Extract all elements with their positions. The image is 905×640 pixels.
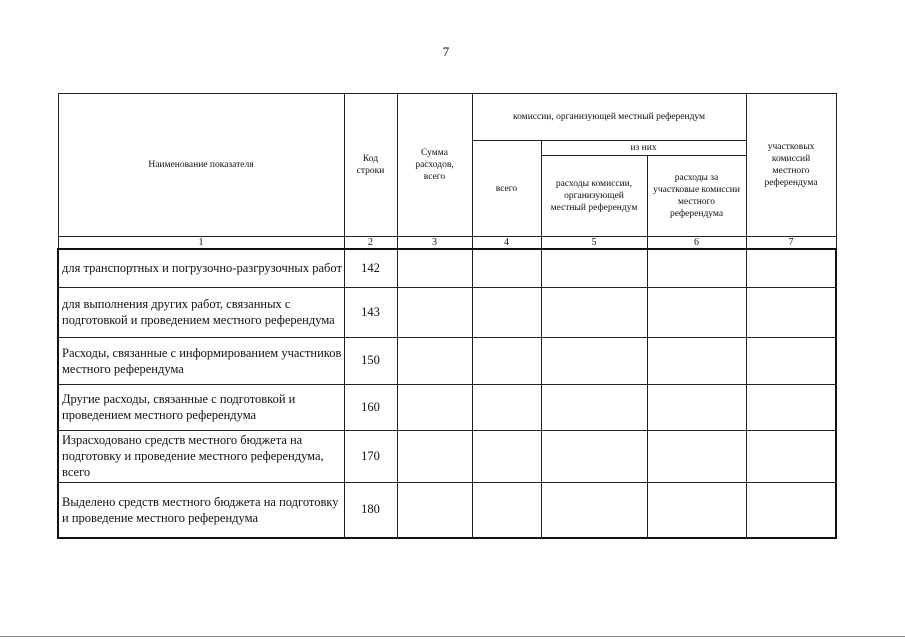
cell-precinct	[746, 482, 836, 538]
cell-precinct	[746, 430, 836, 482]
header-commission-group: комиссии, организующей местный референдум	[472, 94, 746, 141]
header-code: Код строки	[344, 94, 397, 237]
header-commission-total: всего	[472, 141, 541, 237]
row-code: 180	[344, 482, 397, 538]
header-row-1	[58, 94, 836, 141]
row-name: для транспортных и погрузочно-разгрузочных работ	[58, 249, 344, 287]
column-number: 2	[344, 237, 397, 250]
cell-commission-expenses	[541, 482, 647, 538]
table-row	[58, 249, 836, 287]
cell-precinct	[746, 384, 836, 430]
cell-sum	[397, 384, 472, 430]
header-precinct: участковых комиссий местного референдума	[746, 94, 836, 237]
row-code: 150	[344, 337, 397, 384]
cell-precinct	[746, 337, 836, 384]
cell-precinct-expenses	[647, 430, 746, 482]
column-number: 1	[58, 237, 344, 250]
cell-precinct	[746, 249, 836, 287]
cell-precinct-expenses	[647, 482, 746, 538]
row-name: Расходы, связанные с информированием участников местного референдума	[58, 337, 344, 384]
cell-precinct-expenses	[647, 384, 746, 430]
cell-precinct-expenses	[647, 337, 746, 384]
header-sum: Сумма расходов, всего	[397, 94, 472, 237]
cell-commission-total	[472, 482, 541, 538]
page-number: 7	[442, 44, 450, 59]
cell-commission-total	[472, 384, 541, 430]
column-number: 7	[746, 237, 836, 250]
table-row	[58, 287, 836, 337]
cell-commission-total	[472, 249, 541, 287]
cell-sum	[397, 337, 472, 384]
header-of-them: из них	[541, 141, 746, 156]
row-code: 170	[344, 430, 397, 482]
row-code: 143	[344, 287, 397, 337]
cell-commission-total	[472, 287, 541, 337]
cell-commission-expenses	[541, 384, 647, 430]
cell-precinct-expenses	[647, 249, 746, 287]
row-code: 142	[344, 249, 397, 287]
table-row	[58, 482, 836, 538]
column-number: 4	[472, 237, 541, 250]
row-name: Израсходовано средств местного бюджета на подготовку и проведение местного референдума, всего	[58, 430, 344, 482]
column-number: 6	[647, 237, 746, 250]
table-row	[58, 430, 836, 482]
cell-commission-expenses	[541, 287, 647, 337]
cell-commission-expenses	[541, 249, 647, 287]
column-number: 3	[397, 237, 472, 250]
row-name: для выполнения других работ, связанных с подготовкой и проведением местного референдума	[58, 287, 344, 337]
header-commission-expenses: расходы комиссии, организующей местный референдум	[541, 156, 647, 237]
cell-precinct	[746, 287, 836, 337]
header-precinct-expenses: расходы за участковые комиссии местного референдума	[647, 156, 746, 237]
row-code: 160	[344, 384, 397, 430]
column-number-row	[58, 237, 836, 250]
cell-commission-expenses	[541, 337, 647, 384]
table-row	[58, 384, 836, 430]
cell-sum	[397, 430, 472, 482]
cell-precinct-expenses	[647, 287, 746, 337]
cell-sum	[397, 482, 472, 538]
cell-sum	[397, 287, 472, 337]
column-number: 5	[541, 237, 647, 250]
cell-commission-expenses	[541, 430, 647, 482]
row-name: Выделено средств местного бюджета на подготовку и проведение местного референдума	[58, 482, 344, 538]
expenses-table	[57, 93, 837, 539]
cell-commission-total	[472, 430, 541, 482]
header-name: Наименование показателя	[58, 94, 344, 237]
table-row	[58, 337, 836, 384]
cell-sum	[397, 249, 472, 287]
row-name: Другие расходы, связанные с подготовкой и проведением местного референдума	[58, 384, 344, 430]
cell-commission-total	[472, 337, 541, 384]
page-bottom-edge	[0, 636, 905, 637]
